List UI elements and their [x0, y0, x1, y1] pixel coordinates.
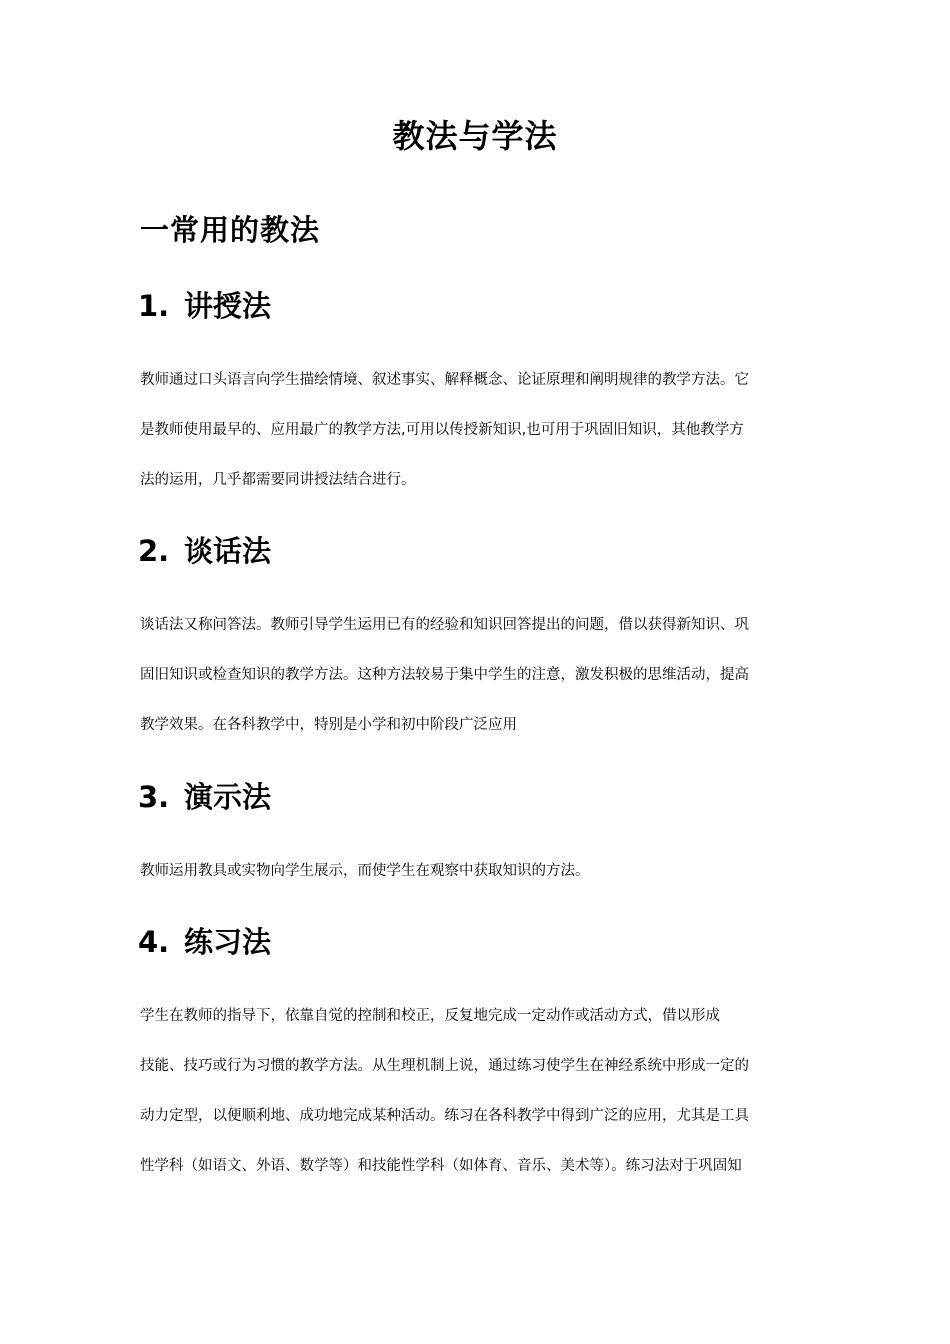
method-number: 4. — [138, 925, 170, 959]
paragraph-line: 是教师使用最早的、应用最广的教学方法,可用以传授新知识,也可用于巩固旧知识，其他教学方 — [140, 422, 744, 438]
method-heading-lecture — [138, 284, 271, 328]
method-number: 2. — [138, 534, 170, 568]
paragraph-line: 教师通过口头语言向学生描绘情境、叙述事实、解释概念、论证原理和阐明规律的教学方法。它 — [140, 372, 749, 388]
method-paragraph-practice — [140, 991, 812, 1191]
section-heading: 一常用的教法 — [140, 213, 321, 247]
paragraph-line: 固旧知识或检查知识的教学方法。这种方法较易于集中学生的注意，激发积极的思维活动，提高 — [140, 667, 749, 683]
method-name: 谈话法 — [184, 534, 272, 568]
method-paragraph-conversation — [140, 600, 812, 750]
paragraph-line: 性学科（如语文、外语、数学等）和技能性学科（如体育、音乐、美术等）。练习法对于巩固知 — [140, 1158, 742, 1174]
paragraph-line: 法的运用，几乎都需要同讲授法结合进行。 — [140, 472, 416, 488]
method-name: 练习法 — [184, 925, 272, 959]
document-title: 教法与学法 — [392, 117, 558, 155]
paragraph-line: 教师运用教具或实物向学生展示，而使学生在观察中获取知识的方法。 — [140, 863, 590, 879]
method-heading-demonstration — [138, 775, 271, 819]
paragraph-line: 教学效果。在各科教学中，特别是小学和初中阶段广泛应用 — [140, 717, 517, 733]
method-heading-conversation — [138, 529, 271, 573]
paragraph-line: 谈话法又称问答法。教师引导学生运用已有的经验和知识回答提出的问题，借以获得新知识、巩 — [140, 617, 749, 633]
method-number: 1. — [138, 289, 170, 323]
paragraph-line: 学生在教师的指导下，依靠自觉的控制和校正，反复地完成一定动作或活动方式，借以形成 — [140, 1008, 720, 1024]
paragraph-line: 动力定型，以便顺利地、成功地完成某种活动。练习在各科教学中得到广泛的应用，尤其是工具 — [140, 1108, 749, 1124]
paragraph-line: 技能、技巧或行为习惯的教学方法。从生理机制上说，通过练习使学生在神经系统中形成一定的 — [140, 1058, 749, 1074]
method-number: 3. — [138, 780, 170, 814]
method-name: 演示法 — [184, 780, 272, 814]
method-paragraph-lecture — [140, 355, 812, 505]
method-name: 讲授法 — [184, 289, 272, 323]
method-paragraph-demonstration — [140, 846, 812, 896]
method-heading-practice — [138, 920, 271, 964]
